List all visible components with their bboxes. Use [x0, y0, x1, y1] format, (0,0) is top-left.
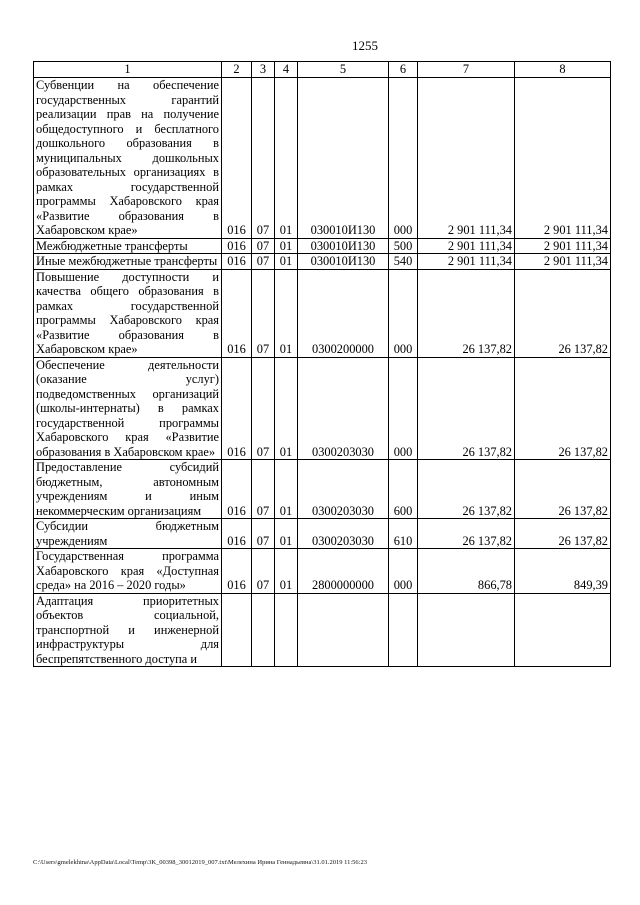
row-subsection-code: 01 — [275, 549, 298, 594]
row-amount-1 — [418, 593, 515, 667]
file-path-footer: C:\Users\gmelekhina\AppData\Local\Temp\3K_00398_30012019_007.txt\Мелехина Ирина Геннадьевна\31.01.2019 11:56:23 — [33, 859, 367, 866]
row-name: Межбюджетные трансферты — [34, 238, 222, 254]
row-name: Адаптация приоритетных объектов социальной, транспортной и инженерной инфраструктуры для беспрепятственного доступа и — [34, 593, 222, 667]
row-expense-type: 600 — [389, 460, 418, 519]
row-amount-1: 26 137,82 — [418, 519, 515, 549]
row-expense-type: 500 — [389, 238, 418, 254]
row-section-code: 07 — [252, 460, 275, 519]
row-section-code: 07 — [252, 269, 275, 357]
row-amount-2: 849,39 — [515, 549, 611, 594]
row-amount-2: 26 137,82 — [515, 460, 611, 519]
row-amount-1: 26 137,82 — [418, 357, 515, 460]
table-row — [34, 549, 611, 594]
column-header-6: 6 — [389, 62, 418, 78]
row-section-code: 07 — [252, 549, 275, 594]
column-header-5: 5 — [298, 62, 389, 78]
row-name: Повышение доступности и качества общего образования в рамках государственной программы Хабаровского края «Развитие образования в Хабаровском крае» — [34, 269, 222, 357]
row-ministry-code: 016 — [222, 254, 252, 270]
row-section-code — [252, 593, 275, 667]
row-amount-1: 2 901 111,34 — [418, 78, 515, 239]
row-amount-1: 26 137,82 — [418, 460, 515, 519]
row-name: Предоставление субсидий бюджетным, автономным учреждениям и иным некоммерческим организациям — [34, 460, 222, 519]
row-name: Иные межбюджетные трансферты — [34, 254, 222, 270]
row-subsection-code: 01 — [275, 519, 298, 549]
page-number: 1255 — [352, 38, 378, 53]
column-header-3: 3 — [252, 62, 275, 78]
budget-table — [33, 61, 611, 667]
row-target-code: 0300200000 — [298, 269, 389, 357]
row-target-code: 0300203030 — [298, 519, 389, 549]
row-ministry-code: 016 — [222, 549, 252, 594]
table-row — [34, 593, 611, 667]
row-target-code: 030010И130 — [298, 238, 389, 254]
row-target-code: 2800000000 — [298, 549, 389, 594]
row-expense-type: 000 — [389, 357, 418, 460]
row-ministry-code: 016 — [222, 78, 252, 239]
row-target-code — [298, 593, 389, 667]
row-section-code: 07 — [252, 238, 275, 254]
row-section-code: 07 — [252, 519, 275, 549]
row-section-code: 07 — [252, 357, 275, 460]
row-expense-type: 000 — [389, 78, 418, 239]
table-row — [34, 519, 611, 549]
column-header-7: 7 — [418, 62, 515, 78]
row-subsection-code: 01 — [275, 78, 298, 239]
row-amount-2: 2 901 111,34 — [515, 78, 611, 239]
row-target-code: 0300203030 — [298, 357, 389, 460]
table-row — [34, 460, 611, 519]
row-expense-type: 000 — [389, 549, 418, 594]
row-expense-type: 610 — [389, 519, 418, 549]
table-row — [34, 78, 611, 239]
row-amount-1: 866,78 — [418, 549, 515, 594]
row-ministry-code: 016 — [222, 269, 252, 357]
column-header-8: 8 — [515, 62, 611, 78]
row-name: Субсидии бюджетным учреждениям — [34, 519, 222, 549]
row-amount-2 — [515, 593, 611, 667]
row-target-code: 030010И130 — [298, 254, 389, 270]
row-amount-2: 2 901 111,34 — [515, 238, 611, 254]
table-row — [34, 269, 611, 357]
row-ministry-code: 016 — [222, 357, 252, 460]
row-target-code: 0300203030 — [298, 460, 389, 519]
row-expense-type — [389, 593, 418, 667]
table-row — [34, 238, 611, 254]
table-header-row — [34, 62, 611, 78]
row-ministry-code: 016 — [222, 238, 252, 254]
row-subsection-code — [275, 593, 298, 667]
row-amount-1: 2 901 111,34 — [418, 254, 515, 270]
column-header-4: 4 — [275, 62, 298, 78]
row-subsection-code: 01 — [275, 460, 298, 519]
row-subsection-code: 01 — [275, 269, 298, 357]
row-amount-2: 26 137,82 — [515, 269, 611, 357]
row-ministry-code — [222, 593, 252, 667]
row-target-code: 030010И130 — [298, 78, 389, 239]
row-amount-2: 26 137,82 — [515, 519, 611, 549]
row-ministry-code: 016 — [222, 519, 252, 549]
row-section-code: 07 — [252, 254, 275, 270]
table-row — [34, 357, 611, 460]
row-amount-2: 26 137,82 — [515, 357, 611, 460]
row-amount-1: 26 137,82 — [418, 269, 515, 357]
row-expense-type: 000 — [389, 269, 418, 357]
table-row — [34, 254, 611, 270]
row-subsection-code: 01 — [275, 238, 298, 254]
row-subsection-code: 01 — [275, 357, 298, 460]
row-expense-type: 540 — [389, 254, 418, 270]
row-ministry-code: 016 — [222, 460, 252, 519]
row-name: Обеспечение деятельности (оказание услуг) подведомственных организаций (школы-интернаты) в рамках государственной программы Хабаровского края «Развитие образования в Хабаровском крае» — [34, 357, 222, 460]
row-name: Государственная программа Хабаровского края «Доступная среда» на 2016 – 2020 годы» — [34, 549, 222, 594]
column-header-2: 2 — [222, 62, 252, 78]
row-subsection-code: 01 — [275, 254, 298, 270]
row-amount-1: 2 901 111,34 — [418, 238, 515, 254]
row-name: Субвенции на обеспечение государственных гарантий реализации прав на получение общедоступного и бесплатного дошкольного образования в муниципальных дошкольных образовательных организациях в рамках государственной программы Хабаровского края «Развитие образования в Хабаровском крае» — [34, 78, 222, 239]
row-section-code: 07 — [252, 78, 275, 239]
row-amount-2: 2 901 111,34 — [515, 254, 611, 270]
column-header-1: 1 — [34, 62, 222, 78]
